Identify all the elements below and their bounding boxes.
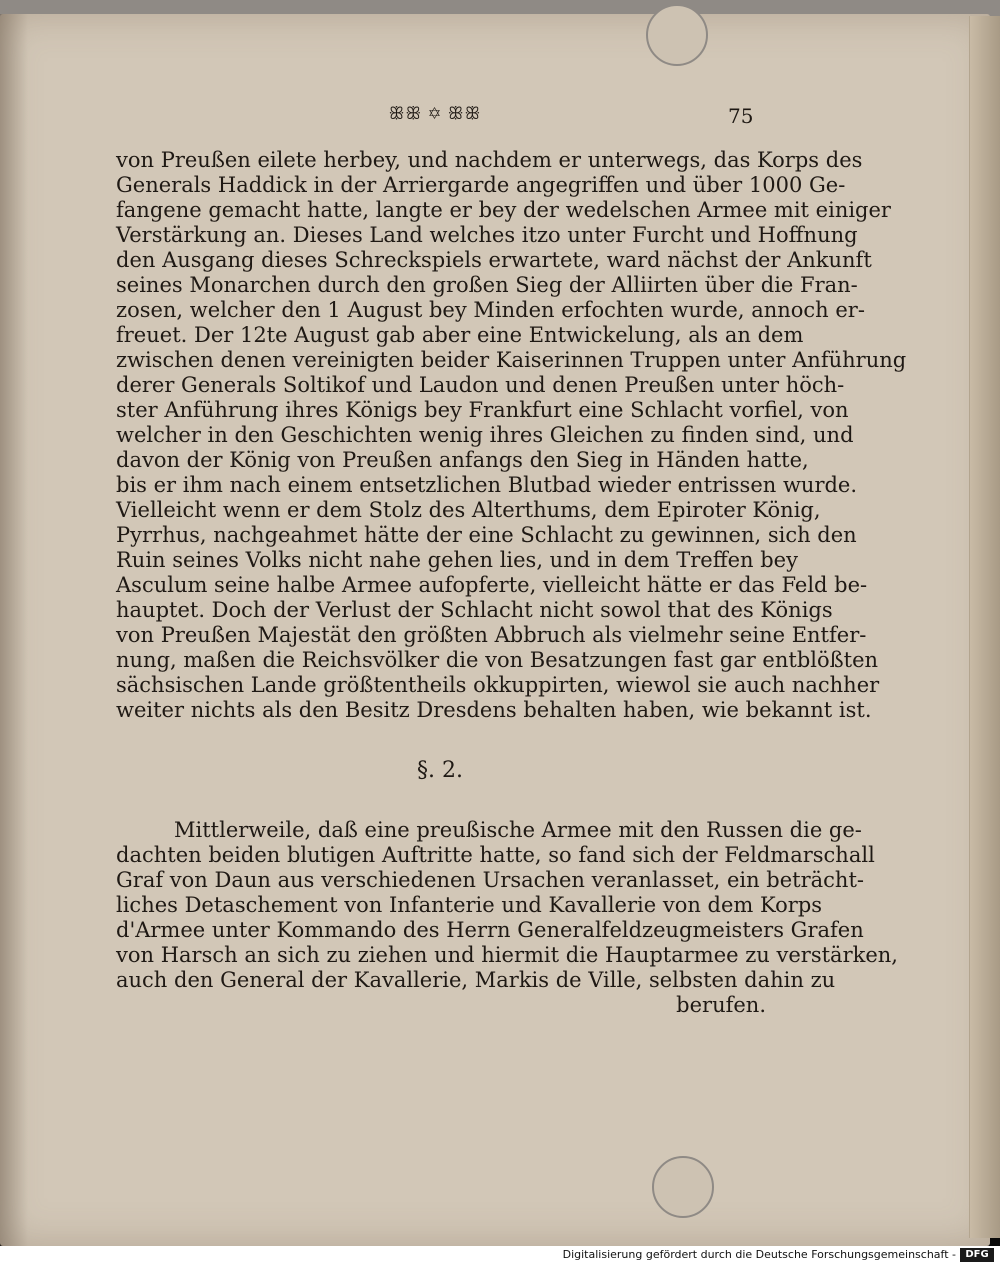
text-line: Verstärkung an. Dieses Land welches itzo unter Furcht und Hoffnung xyxy=(116,223,858,247)
text-line: auch den General der Kavallerie, Markis de Ville, selbsten dahin zu xyxy=(116,968,836,992)
text-line: freuet. Der 12te August gab aber eine Entwickelung, als an dem xyxy=(116,323,804,347)
text-line: Graf von Daun aus verschiedenen Ursachen veranlasset, ein beträcht- xyxy=(116,868,864,892)
text-line: zosen, welcher den 1 August bey Minden erfochten wurde, annoch er- xyxy=(116,298,865,322)
binder-ring-bottom xyxy=(652,1156,714,1218)
text-line: davon der König von Preußen anfangs den Sieg in Händen hatte, xyxy=(116,448,809,472)
dfg-logo: DFG xyxy=(960,1248,994,1262)
text-line: seines Monarchen durch den großen Sieg der Alliirten über die Fran- xyxy=(116,273,858,297)
text-line: d'Armee unter Kommando des Herrn Generalfeldzeugmeisters Grafen xyxy=(116,918,864,942)
binding-shadow xyxy=(0,14,28,1246)
text-line: welcher in den Geschichten wenig ihres Gleichen zu finden sind, und xyxy=(116,423,854,447)
binder-ring-top xyxy=(646,4,708,66)
text-line: Vielleicht wenn er dem Stolz des Alterthums, dem Epiroter König, xyxy=(116,498,821,522)
text-line: bis er ihm nach einem entsetzlichen Blutbad wieder entrissen wurde. xyxy=(116,473,858,497)
text-line: Generals Haddick in der Arriergarde angegriffen und über 1000 Ge- xyxy=(116,173,846,197)
text-line: von Harsch an sich zu ziehen und hiermit die Hauptarmee zu verstärken, xyxy=(116,943,898,967)
section-heading: §. 2. xyxy=(417,758,463,783)
page-edge-stack xyxy=(969,16,1000,1238)
text-line: ster Anführung ihres Königs bey Frankfurt eine Schlacht vorfiel, von xyxy=(116,398,849,422)
page-number: 75 xyxy=(728,104,754,128)
text-line: nung, maßen die Reichsvölker die von Besatzungen fast gar entblößten xyxy=(116,648,879,672)
text-line: fangene gemacht hatte, langte er bey der wedelschen Armee mit einiger xyxy=(116,198,891,222)
text-line: Asculum seine halbe Armee aufopferte, vielleicht hätte er das Feld be- xyxy=(116,573,868,597)
text-line: zwischen denen vereinigten beider Kaiserinnen Truppen unter Anführung xyxy=(116,348,907,372)
text-line: weiter nichts als den Besitz Dresdens behalten haben, wie bekannt ist. xyxy=(116,698,872,722)
text-line: sächsischen Lande größtentheils okkuppirten, wiewol sie auch nachher xyxy=(116,673,880,697)
header-ornament: ꕥꕥ ✡ ꕥꕥ xyxy=(388,104,482,124)
text-line: von Preußen eilete herbey, und nachdem er unterwegs, das Korps des xyxy=(116,148,863,172)
text-line: Ruin seines Volks nicht nahe gehen lies, und in dem Treffen bey xyxy=(116,548,798,572)
text-line: berufen. xyxy=(676,993,766,1017)
text-line: hauptet. Doch der Verlust der Schlacht nicht sowol that des Königs xyxy=(116,598,833,622)
text-line: Mittlerweile, daß eine preußische Armee mit den Russen die ge- xyxy=(174,818,862,842)
footer-credit: Digitalisierung gefördert durch die Deutsche Forschungsgemeinschaft - xyxy=(562,1248,956,1261)
text-line: derer Generals Soltikof und Laudon und denen Preußen unter höch- xyxy=(116,373,845,397)
text-line: Pyrrhus, nachgeahmet hätte der eine Schlacht zu gewinnen, sich den xyxy=(116,523,857,547)
text-line: dachten beiden blutigen Auftritte hatte, so fand sich der Feldmarschall xyxy=(116,843,875,867)
text-line: von Preußen Majestät den größten Abbruch als vielmehr seine Entfer- xyxy=(116,623,867,647)
text-line: den Ausgang dieses Schreckspiels erwartete, ward nächst der Ankunft xyxy=(116,248,872,272)
footer-bar xyxy=(0,1246,1000,1266)
text-line: liches Detaschement von Infanterie und Kavallerie von dem Korps xyxy=(116,893,823,917)
